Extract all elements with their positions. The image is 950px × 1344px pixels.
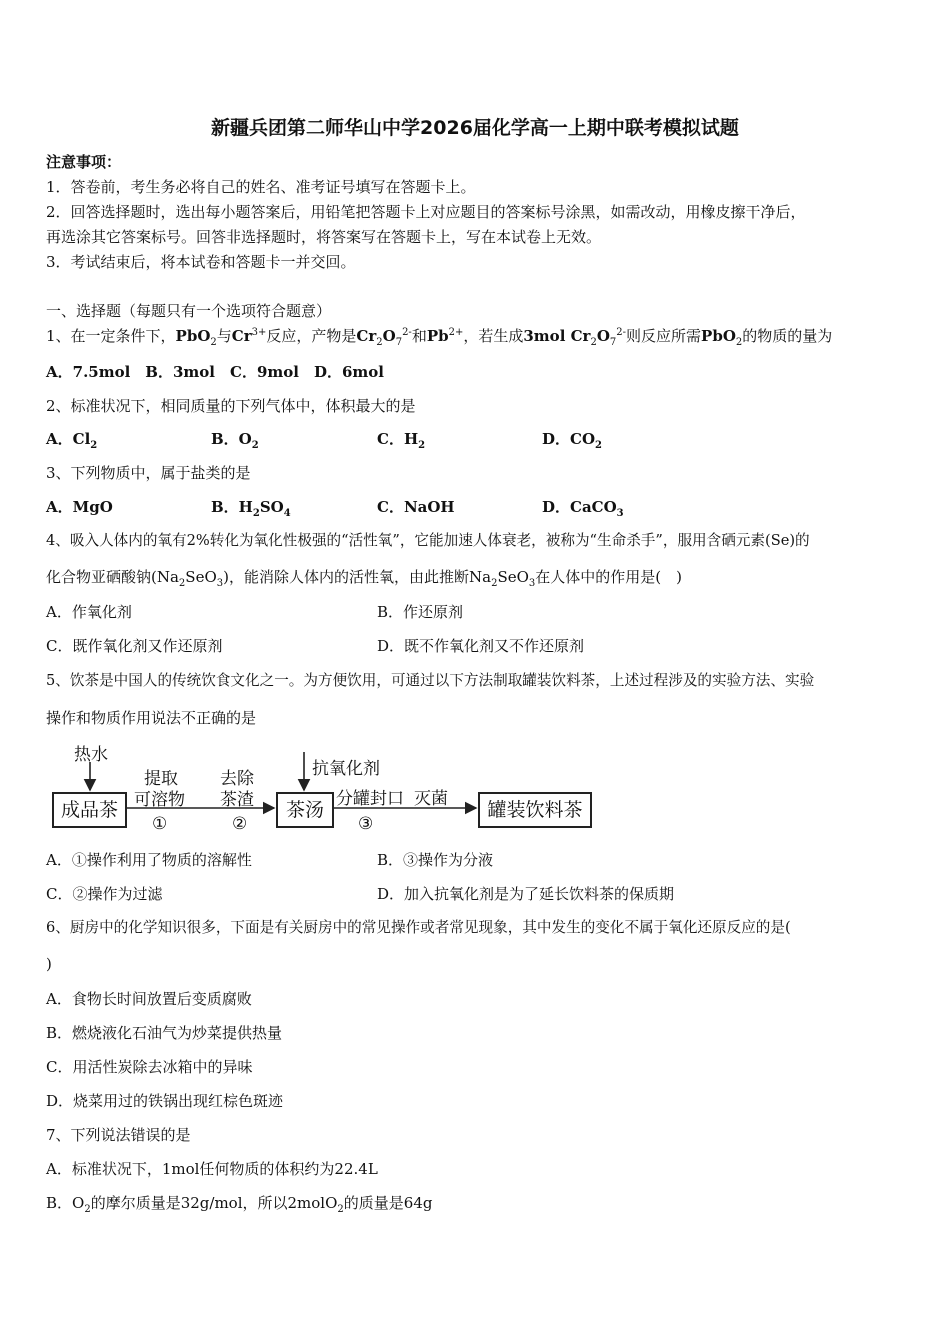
notice-item: 再选涂其它答案标号。回答非选择题时，将答案写在答题卡上，写在本试卷上无效。 (46, 228, 602, 246)
circle-3: ③ (358, 814, 374, 834)
notice-item: 1．答卷前，考生务必将自己的姓名、准考证号填写在答题卡上。 (46, 178, 476, 196)
question-6-stem-cont: ) (46, 955, 52, 973)
box-tea-soup: 茶汤 (276, 792, 334, 828)
option-d: D．$CO_2$ (542, 430, 602, 451)
question-7-stem: 7、下列说法错误的是 (46, 1126, 191, 1144)
question-4-stem: 4、吸入人体内的氧有2%转化为氧化性极强的“活性氧”，它能加速人体衰老，被称为“生命杀手”，服用含硒元素(Se)的 (46, 532, 810, 549)
option-a: A．①操作利用了物质的溶解性 (46, 851, 252, 869)
option-c: C．$H_2$ (377, 430, 426, 451)
question-4-stem-cont: 化合物亚硒酸钠$(Na_2SeO_3)$，能消除人体内的活性氧，由此推断$Na_2SeO_3$在人体中的作用是( ) (46, 568, 682, 589)
question-2-stem: 2、标准状况下，相同质量的下列气体中，体积最大的是 (46, 397, 416, 415)
label-antioxidant: 抗氧化剂 (312, 759, 380, 779)
notice-item: 3．考试结束后，将本试卷和答题卡一并交回。 (46, 253, 356, 271)
option-b: B．$O_2$ (211, 430, 259, 451)
process-flowchart (52, 742, 592, 832)
option-a: A．食物长时间放置后变质腐败 (46, 990, 252, 1008)
option-d: D．既不作氧化剂又不作还原剂 (377, 637, 585, 655)
option-d: D．CaCO$_3$ (542, 498, 624, 519)
notice-item: 2．回答选择题时，选出每小题答案后，用铅笔把答题卡上对应题目的答案标号涂黑，如需改动，用橡皮擦干净后， (46, 203, 806, 221)
option-c: C．NaOH (377, 498, 455, 516)
label-hot-water: 热水 (74, 745, 108, 765)
label-step2a: 去除 (220, 769, 254, 789)
question-3-stem: 3、下列物质中，属于盐类的是 (46, 464, 251, 482)
label-can-seal: 分罐封口 (336, 789, 404, 809)
box-finished-tea: 成品茶 (52, 792, 127, 828)
box-canned-tea: 罐装饮料茶 (478, 792, 592, 828)
label-step1b: 可溶物 (134, 790, 185, 810)
notice-heading: 注意事项： (46, 153, 122, 171)
question-1-options: A．7.5mol B．3mol C．9mol D．6mol (46, 363, 384, 381)
option-d: D．烧菜用过的铁锅出现红棕色斑迹 (46, 1092, 284, 1110)
option-b: B．③操作为分液 (377, 851, 494, 869)
question-6-stem: 6、厨房中的化学知识很多，下面是有关厨房中的常见操作或者常见现象，其中发生的变化不属于氧化还原反应的是( (46, 919, 791, 936)
page-title: 新疆兵团第二师华山中学2026届化学高一上期中联考模拟试题 (211, 117, 739, 139)
label-sterilize: 灭菌 (414, 789, 448, 809)
option-b: B．$O_2$的摩尔质量是32g/mol，所以2molO$_2$的质量是64g (46, 1194, 433, 1215)
label-step2b: 茶渣 (220, 790, 254, 810)
label-step1a: 提取 (144, 769, 178, 789)
option-c: C．②操作为过滤 (46, 885, 163, 903)
circle-1: ① (152, 814, 168, 834)
option-c: C．用活性炭除去冰箱中的异味 (46, 1058, 253, 1076)
question-5-stem-cont: 操作和物质作用说法不正确的是 (46, 709, 257, 727)
question-5-stem: 5、饮茶是中国人的传统饮食文化之一。为方便饮用，可通过以下方法制取罐装饮料茶，上述过程涉及的实验方法、实验 (46, 672, 815, 689)
option-d: D．加入抗氧化剂是为了延长饮料茶的保质期 (377, 885, 675, 903)
question-1-stem: 1、在一定条件下，PbO$_2$与$Cr^{3+}$反应，产物是$Cr_2O_7^{2-}$和$Pb^{2+}$，若生成3mol $Cr_2O_7^{2-}$则反应所需PbO$_2$的物质的量为 (46, 327, 833, 348)
option-c: C．既作氧化剂又作还原剂 (46, 637, 223, 655)
option-b: B．作还原剂 (377, 603, 464, 621)
circle-2: ② (232, 814, 248, 834)
option-a: A．作氧化剂 (46, 603, 132, 621)
section-heading: 一、选择题（每题只有一个选项符合题意） (46, 302, 332, 320)
option-a: A．$Cl_2$ (46, 430, 98, 451)
option-b: B．$H_2SO_4$ (211, 498, 291, 519)
option-a: A．MgO (46, 498, 113, 516)
option-b: B．燃烧液化石油气为炒菜提供热量 (46, 1024, 283, 1042)
option-a: A．标准状况下，1mol任何物质的体积约为22.4L (46, 1160, 378, 1178)
